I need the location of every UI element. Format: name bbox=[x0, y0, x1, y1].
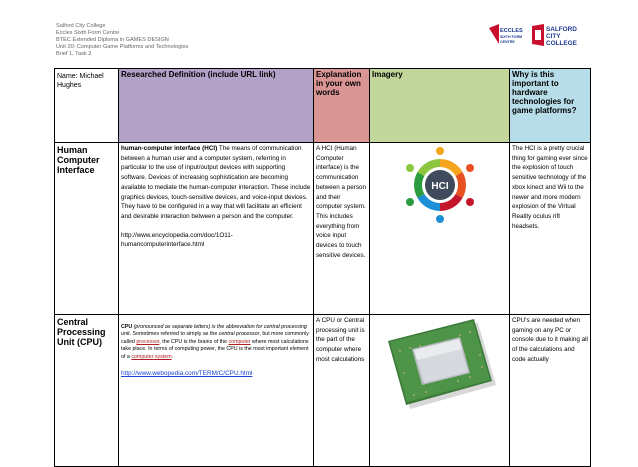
salford-logo-line1: SALFORD bbox=[546, 26, 577, 33]
header-line: Salford City College bbox=[56, 23, 106, 29]
header-line: BTEC Extended Diploma in GAMES DESIGN bbox=[56, 36, 169, 43]
explanation-cell: A CPU or Central processing unit is the part of the computer where most calculations bbox=[314, 315, 370, 467]
table-row bbox=[55, 315, 591, 467]
salford-logo-line3: COLLEGE bbox=[546, 40, 577, 47]
row-title: Central Processing Unit (CPU) bbox=[55, 315, 119, 467]
computer-system-link[interactable]: computer system bbox=[131, 353, 172, 360]
eccles-logo-line2: SIXTH FORM bbox=[500, 35, 523, 39]
computer-link[interactable]: computer bbox=[228, 338, 251, 345]
research-table bbox=[54, 68, 591, 467]
processor-link[interactable]: processor bbox=[136, 338, 160, 345]
definition-text: where most calculations take place. In terms of computing power, the CPU is the most important element of a bbox=[121, 338, 309, 360]
table-header-row bbox=[55, 69, 591, 143]
definition-term: human-computer interface (HCI) bbox=[121, 145, 218, 152]
header-explanation: Explanation in your own words bbox=[314, 69, 370, 143]
definition-text: central processor bbox=[218, 331, 260, 338]
hci-diagram bbox=[370, 143, 510, 309]
definition-url: http://www.encyclopedia.com/doc/1O11-humancomputerinterface.html bbox=[121, 231, 233, 249]
eccles-logo-line3: CENTRE bbox=[500, 40, 515, 44]
definition-text: . bbox=[171, 353, 174, 360]
header-line: Eccles Sixth Form Centre bbox=[56, 29, 120, 36]
why-cell: CPU's are needed when gaming on any PC or console due to it making all of the calculations and code actually bbox=[510, 315, 591, 467]
definition-text: , the CPU is the brains of the bbox=[159, 338, 229, 345]
eccles-logo-line1: ECCLES bbox=[500, 28, 523, 34]
definition-cell bbox=[119, 315, 314, 467]
table-row bbox=[55, 143, 591, 315]
imagery-cell bbox=[370, 143, 510, 315]
row-title: Human Computer Interface bbox=[55, 143, 119, 315]
definition-text: central processing unit bbox=[121, 324, 307, 338]
definition-text: The means of communication between a human user and a computer system, referring in particular to the use of input/output devices with supporting software. Devices of increasing sophistication are becoming available to mediate the human-computer interaction. These include graphics devices, touch-sensitive devices, and voice-input devices. They have to be configured in a way that will facilitate an efficient and desirable interaction between a person and the computer. bbox=[121, 145, 311, 220]
definition-cell bbox=[119, 143, 314, 315]
header-definition: Researched Definition (include URL link) bbox=[119, 69, 314, 143]
why-cell: The HCI is a pretty crucial thing for gaming ever since the explosion of touch sensitive technology of the xbox kinect and Wii to the newer and more modern explosion of the Virtual Reality oculus rift headsets. bbox=[510, 143, 591, 315]
eccles-logo bbox=[487, 22, 523, 48]
definition-term: CPU bbox=[121, 324, 133, 330]
definition-text: . Sometimes referred to simply as the bbox=[129, 331, 219, 338]
explanation-cell: A HCI (Human Computer interface) is the communication between a person and their computer system. This includes everything from voice input devices to touch sensitive devices. bbox=[314, 143, 370, 315]
header-line: Unit 20: Computer Game Platforms and Technologies bbox=[56, 43, 189, 50]
imagery-cell bbox=[370, 315, 510, 467]
header-student-name: Name: Michael Hughes bbox=[55, 69, 119, 143]
salford-logo-line2: CITY bbox=[546, 33, 561, 40]
header-why-important: Why is this important to hardware technologies for game platforms? bbox=[510, 69, 591, 143]
definition-text: , but more commonly called bbox=[121, 331, 309, 345]
document-header bbox=[56, 23, 188, 58]
definition-text: (pronounced as separate letters) is the abbreviation for bbox=[132, 324, 264, 330]
header-imagery: Imagery bbox=[370, 69, 510, 143]
cpu-photo bbox=[370, 315, 510, 461]
definition-url-link[interactable]: http://www.webopedia.com/TERM/C/CPU.html bbox=[121, 370, 253, 378]
header-line: Brief 1, Task 2 bbox=[56, 50, 92, 57]
salford-logo bbox=[530, 22, 586, 48]
hci-diagram-label: HCI bbox=[431, 181, 449, 192]
